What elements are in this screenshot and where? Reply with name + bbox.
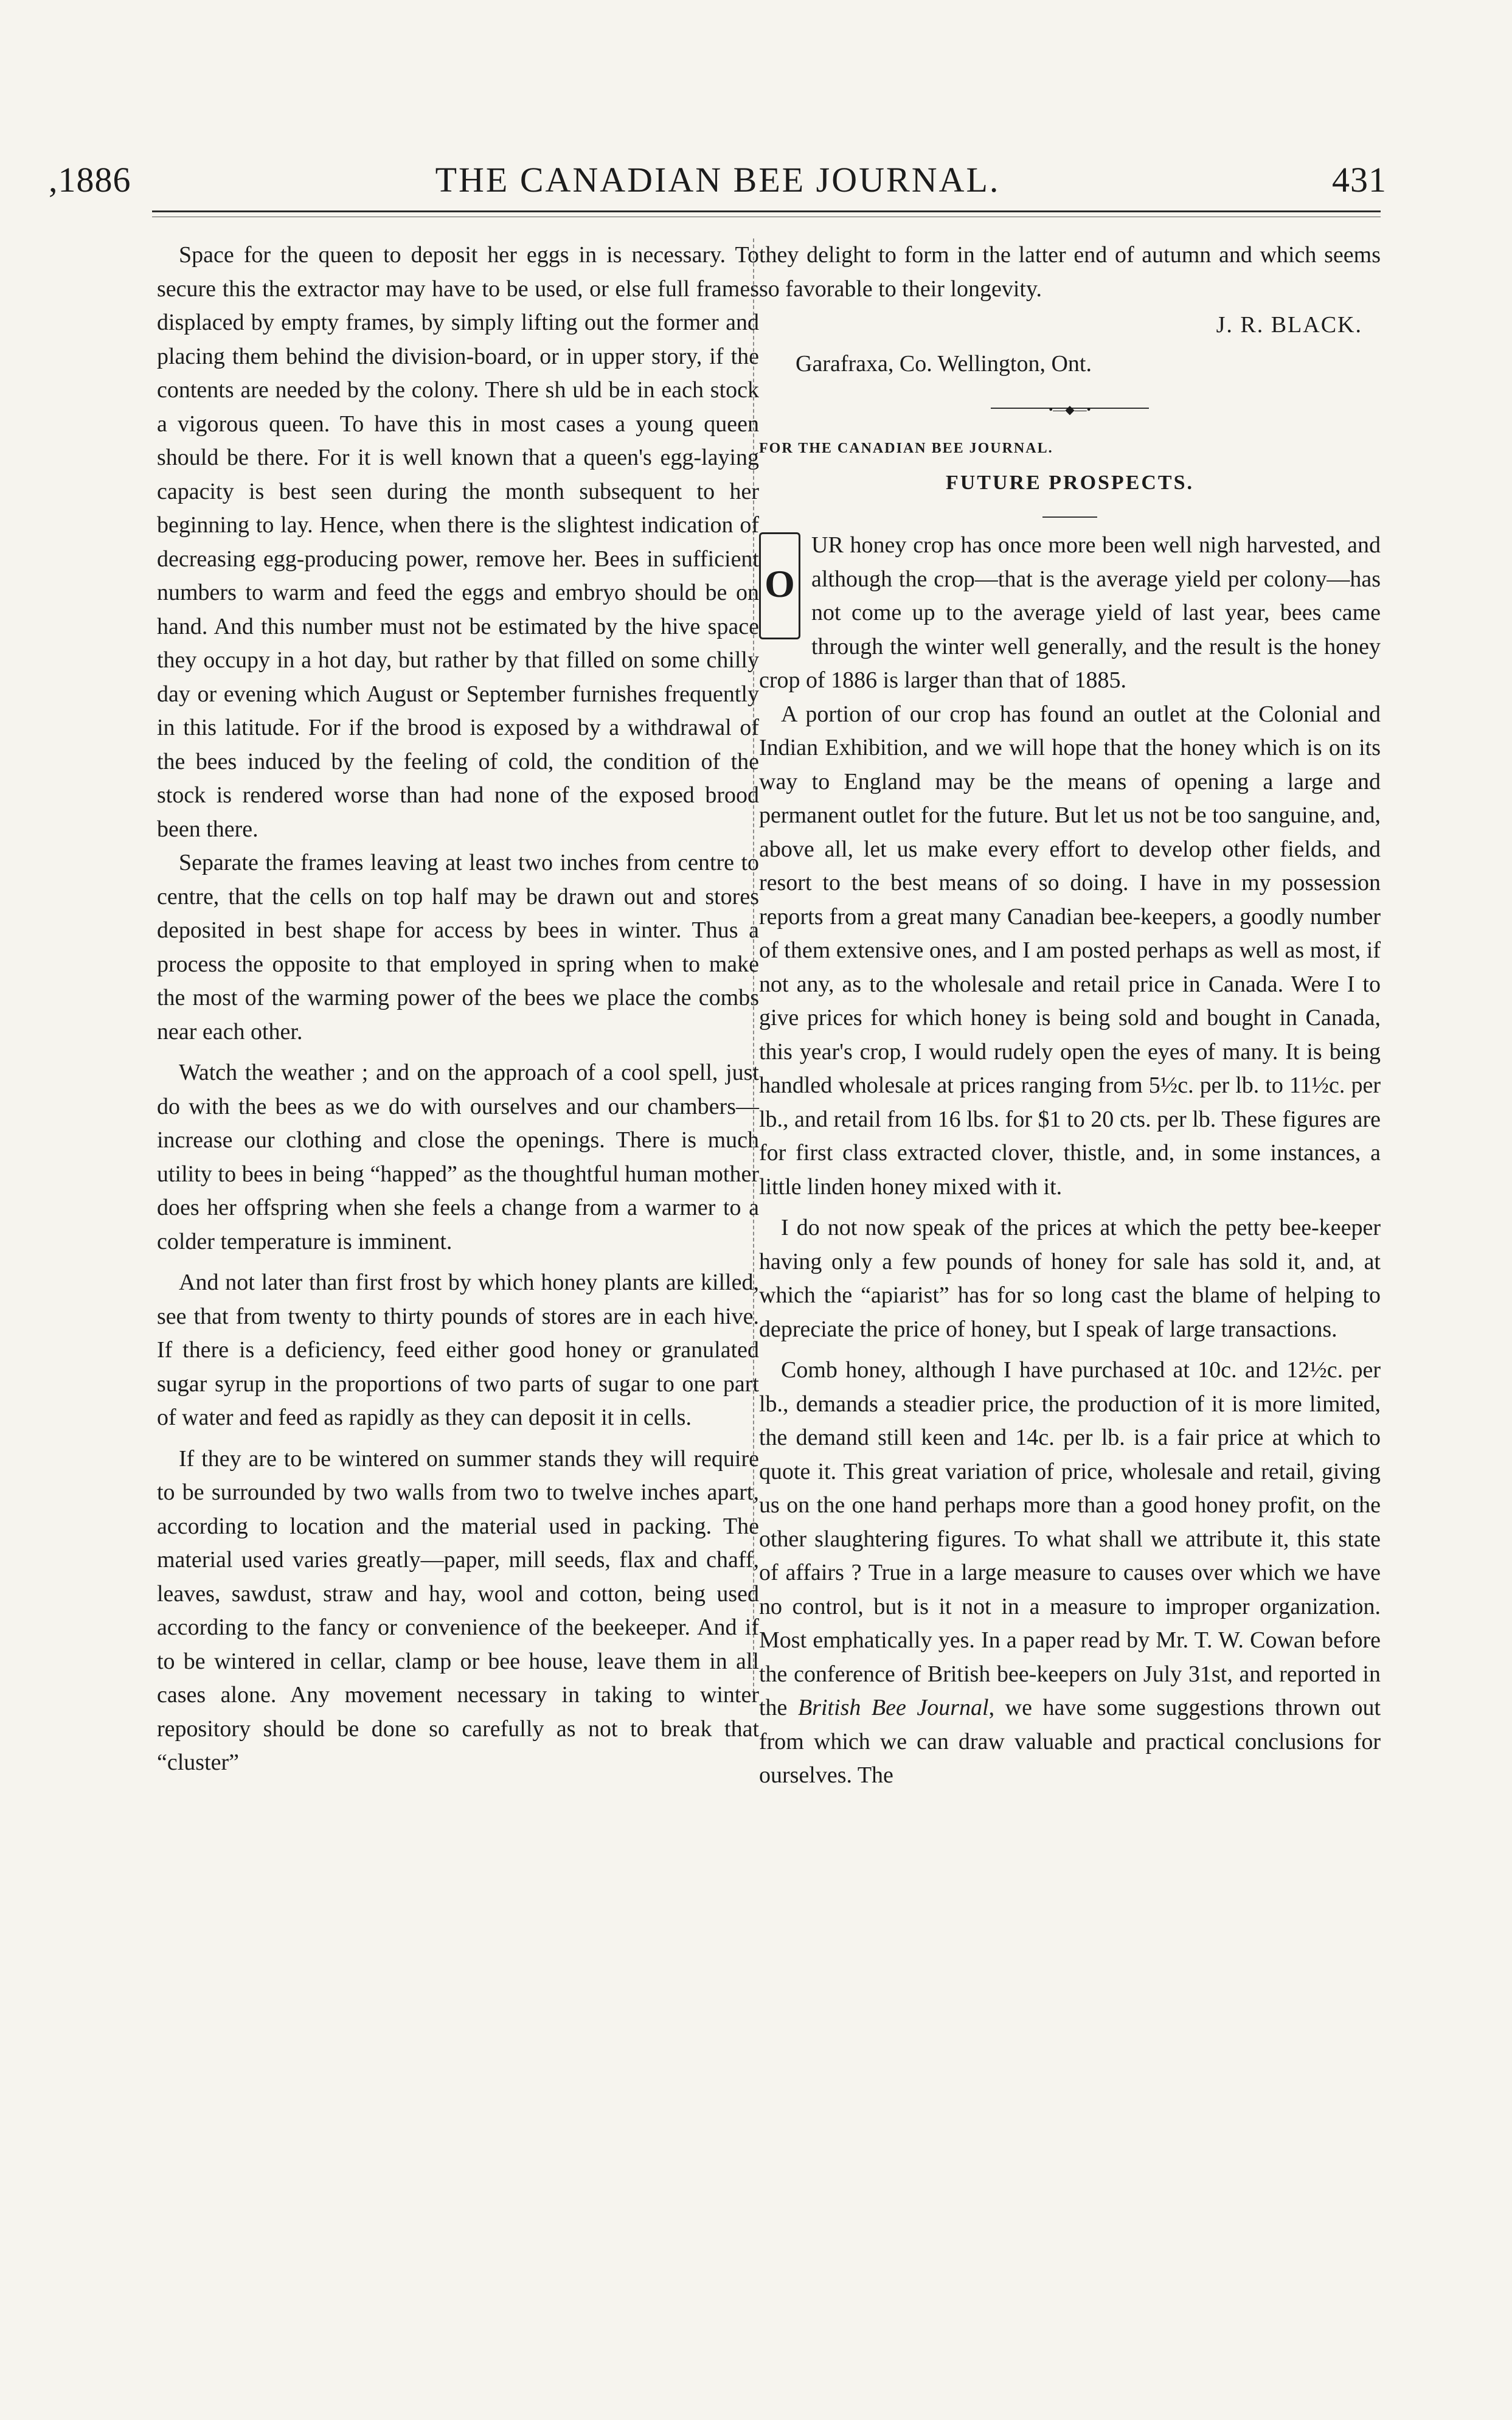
paragraph: Separate the frames leaving at least two inches from centre to centre, that the cells on top half may be drawn out and stores deposited in best shape for access by bees in winter. Thus a process the opposite to that employed in spring when to make the most of the warming power of the bees we place the combs near each other. [157, 850, 759, 1045]
continuation-paragraph: they delight to form in the latter end of autumn and which seems so favorable to their longevity. [759, 242, 1381, 302]
paragraph-text: Comb honey, although I have purchased at 10c. and 12½c. per lb., demands a steadier price, the production of it is more limited, the demand still keen and 14c. per lb. is a fair price at which to quote it. This great variation of price, wholesale and retail, giving us on the one hand perhaps more than a good honey profit, on the other slaughtering figures. To what shall we attribute it, this state of affairs ? True in a large measure to causes over which we have no control, but is it not in a measure to improper organization. Most emphatically yes. In a paper read by Mr. T. W. Cowan before the conference of British bee-keepers on July 31st, and reported in the [759, 1357, 1381, 1720]
left-column [157, 238, 759, 1780]
page-number: 431 [1332, 160, 1387, 200]
paragraph-text: , we have some suggestions thrown out from which we can draw valuable and practical conclusions for ourselves. The [759, 1695, 1381, 1788]
paragraph: If they are to be wintered on summer stands they will require to be surrounded by two walls from two to twelve inches apart, according to location and the material used in packing. The material used varies greatly—paper, mill seeds, flax and chaff, leaves, sawdust, straw and hay, wool and cotton, being used according to the fancy or convenience of the beekeeper. And if to be wintered in cellar, clamp or bee house, leave them in all cases alone. Any movement necessary in taking to winter repository should be done so carefully as not to break that “cluster” [157, 1445, 759, 1775]
article-byline: FOR THE CANADIAN BEE JOURNAL. [759, 440, 1053, 456]
header-rule [152, 210, 1381, 212]
author-location: Garafraxa, Co. Wellington, Ont. [796, 350, 1092, 377]
section-separator [991, 403, 1149, 417]
separator-ornament: •—◆—• [1049, 403, 1091, 417]
opening-paragraph [759, 529, 1381, 698]
paragraph: Watch the weather ; and on the approach of a cool spell, just do with the bees as we do with ourselves and our chambers—increase our clothing and close the openings. There is much utility to bees in being “happed” as the thoughtful human mother does her offspring when she feels a change from a warmer to a colder temperature is imminent. [157, 1060, 759, 1254]
title-rule [1042, 516, 1097, 518]
paragraph: Space for the queen to deposit her eggs in is necessary. To secure this the extractor may have to be used, or else full frames displaced by empty frames, by simply lifting out the former and placing them behind the division-board, or in upper story, if the contents are needed by the colony. There sh uld be in each stock a vigorous queen. To have this in most cases a young queen should be there. For it is well known that a queen's egg-laying capacity is best seen during the month subsequent to her beginning to lay. Hence, when there is the slightest indication of decreasing egg-producing power, remove her. Bees in sufficient numbers to warm and feed the eggs and embryo should be on hand. And this number must not be estimated by the hive space they occupy in a hot day, but rather by that filled on some chilly day or evening which August or September furnishes frequently in this latitude. For if the brood is exposed by a withdrawal of the bees induced by the feeling of cold, the condition of the stock is rendered worse than had none of the exposed brood been there. [157, 242, 759, 842]
paragraph: A portion of our crop has found an outlet at the Colonial and Indian Exhibition, and we will hope that the honey which is on its way to England may be the means of opening a large and permanent outlet for the future. But let us not be too sanguine, and, above all, let us make every effort to develop other fields, and resort to the best means of so doing. I have in my possession reports from a great many Canadian bee-keepers, a goodly number of them extensive ones, and I am posted perhaps as well as most, if not any, as to the wholesale and retail price in Canada. Were I to give prices for which honey is being sold and bought in Canada, this year's crop, I would rudely open the eyes of many. It is being handled wholesale at prices ranging from 5½c. per lb. to 11½c. per lb., and retail from 16 lbs. for $1 to 20 cts. per lb. These figures are for first class extracted clover, thistle, and, in some instances, a little linden honey mixed with it. [759, 701, 1381, 1200]
paragraph: And not later than first frost by which honey plants are killed, see that from twenty to thirty pounds of stores are in each hive. If there is a deficiency, feed either good honey or granulated sugar syrup in the proportions of two parts of sugar to one part of water and feed as rapidly as they can deposit it in cells. [157, 1270, 759, 1430]
header-year: ,1886 [49, 160, 131, 200]
journal-name: British Bee Journal [797, 1695, 989, 1720]
author-signature: J. R. BLACK. [1216, 312, 1362, 338]
paragraph [759, 1354, 1381, 1793]
journal-title: THE CANADIAN BEE JOURNAL. [435, 160, 1000, 200]
drop-cap: O [759, 532, 800, 639]
paragraph: I do not now speak of the prices at which the petty bee-keeper having only a few pounds of honey for sale has sold it, and, at which the “apiarist” has for so long cast the blame of helping to depreciate the price of honey, but I speak of large transactions. [759, 1215, 1381, 1342]
article-title: FUTURE PROSPECTS. [945, 471, 1195, 494]
right-column [759, 238, 1381, 1793]
paragraph: UR honey crop has once more been well nigh harvested, and although the crop—that is the average yield per colony—has not come up to the average yield of last year, bees came through the winter well generally, and the result is the honey crop of 1886 is larger than that of 1885. [759, 532, 1381, 693]
running-header [49, 159, 1387, 208]
